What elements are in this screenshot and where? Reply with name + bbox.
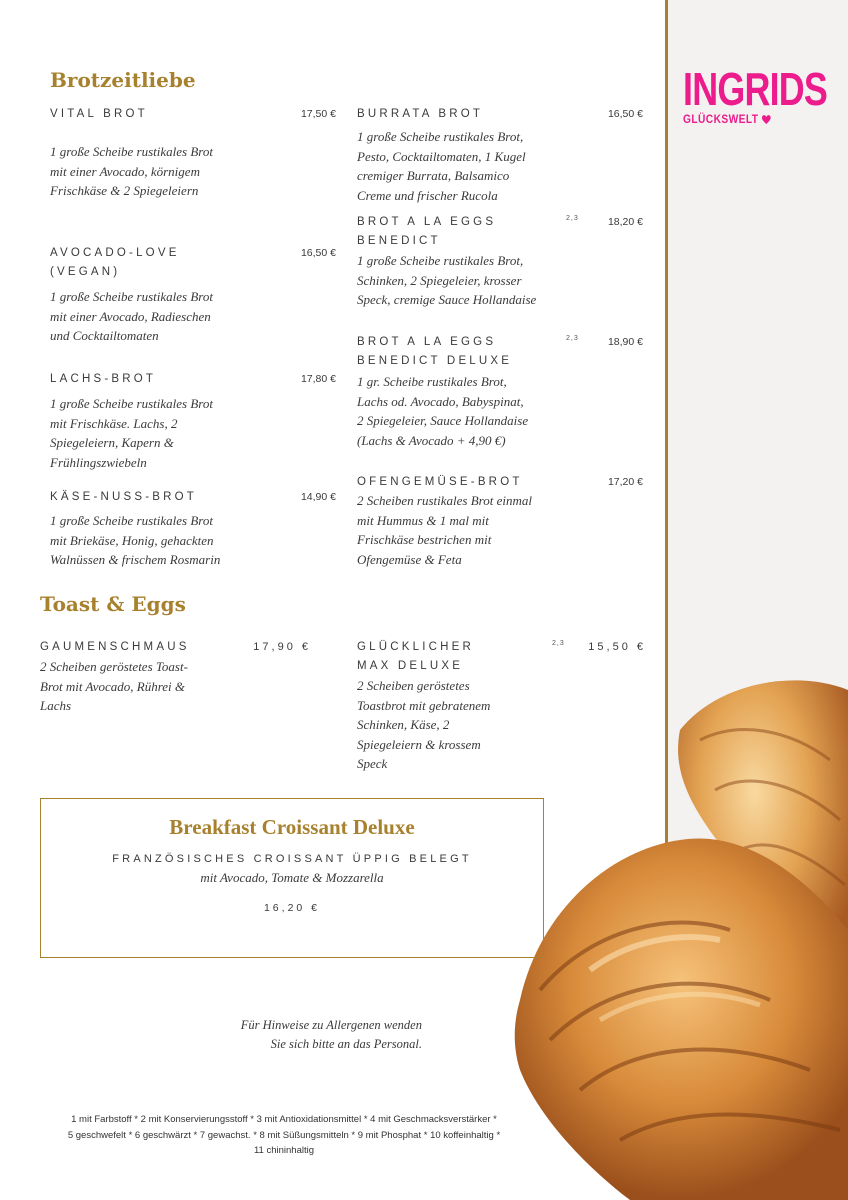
item-name-vital-brot: VITAL BROT [50, 108, 148, 120]
feature-title: Breakfast Croissant Deluxe [169, 815, 415, 839]
item-desc-gluecklicher-max-deluxe: 2 Scheiben geröstetes Toastbrot mit gebratenem Schinken, Käse, 2 Spiegeleiern & krossem Speck [357, 678, 491, 771]
item-price-burrata-brot: 16,50 € [607, 108, 643, 120]
item-desc-kaese-nuss-brot: 1 große Scheibe rustikales Brot mit Briekäse, Honig, gehackten Walnüssen & frischem Rosmarin [50, 513, 221, 567]
item-price-gaumenschmaus: 17,90 € [253, 641, 311, 653]
item-desc-burrata-brot: 1 große Scheibe rustikales Brot, Pesto, Cocktailtomaten, 1 Kugel cremiger Burrata, Balsamico Creme und frischer Rucola [357, 129, 526, 203]
item-name-avocado-love: AVOCADO-LOVE (VEGAN) [50, 247, 180, 278]
item-price-brot-eggs-benedict: 18,20 € [607, 216, 643, 228]
item-price-brot-eggs-benedict-deluxe: 18,90 € [607, 336, 643, 348]
item-name-brot-eggs-benedict-deluxe: BROT A LA EGGS BENEDICT DELUXE [357, 336, 513, 367]
brand-logo [683, 63, 828, 126]
section-title-brotzeitliebe: Brotzeitliebe [50, 68, 196, 92]
brand-tagline: GLÜCKSWELT [683, 112, 759, 126]
brand-tagline-row [683, 112, 802, 126]
item-name-lachs-brot: LACHS-BROT [50, 373, 157, 385]
brand-name: INGRIDS [683, 63, 828, 115]
item-price-avocado-love: 16,50 € [300, 247, 336, 259]
item-price-lachs-brot: 17,80 € [300, 373, 336, 385]
allergy-note: Für Hinweise zu Allergenen wenden Sie sich bitte an das Personal. [240, 1018, 422, 1051]
allergen-brot-eggs-benedict-deluxe: 2,3 [566, 335, 579, 342]
item-price-kaese-nuss-brot: 14,90 € [300, 491, 336, 503]
item-desc-ofengemuese-brot: 2 Scheiben rustikales Brot einmal mit Hummus & 1 mal mit Frischkäse bestrichen mit Ofengemüse & Feta [357, 493, 532, 567]
item-name-burrata-brot: BURRATA BROT [357, 108, 484, 120]
allergen-brot-eggs-benedict: 2,3 [566, 215, 579, 222]
feature-box [40, 798, 544, 958]
item-price-gluecklicher-max-deluxe: 15,50 € [588, 641, 646, 653]
item-name-kaese-nuss-brot: KÄSE-NUSS-BROT [50, 491, 198, 503]
allergen-gluecklicher-max-deluxe: 2,3 [552, 640, 565, 647]
feature-price: 16,20 € [263, 902, 321, 914]
heart-icon [761, 114, 771, 125]
item-desc-brot-eggs-benedict: 1 große Scheibe rustikales Brot, Schinken, 2 Spiegeleier, krosser Speck, cremige Sauce Hollandaise [357, 253, 537, 307]
item-price-ofengemuese-brot: 17,20 € [607, 476, 643, 488]
item-desc-vital-brot: 1 große Scheibe rustikales Brot mit einer Avocado, körnigem Frischkäse & 2 Spiegeleiern [50, 144, 213, 198]
croissant-illustration [500, 670, 848, 1200]
item-name-gluecklicher-max-deluxe: GLÜCKLICHER MAX DELUXE [357, 641, 474, 672]
section-title-toast-eggs: Toast & Eggs [40, 592, 186, 616]
feature-subtitle: FRANZÖSISCHES CROISSANT ÜPPIG BELEGT [112, 853, 472, 865]
item-desc-gaumenschmaus: 2 Scheiben geröstetes Toast- Brot mit Avocado, Rührei & Lachs [40, 659, 188, 713]
item-name-ofengemuese-brot: OFENGEMÜSE-BROT [357, 476, 523, 488]
item-name-brot-eggs-benedict: BROT A LA EGGS BENEDICT [357, 216, 497, 247]
item-desc-brot-eggs-benedict-deluxe: 1 gr. Scheibe rustikales Brot, Lachs od. Avocado, Babyspinat, 2 Spiegeleier, Sauce Hollandaise (Lachs & Avocado + 4,90 €) [357, 374, 529, 448]
additives-footnote: 1 mit Farbstoff * 2 mit Konservierungsstoff * 3 mit Antioxidationsmittel * 4 mit Geschmacksverstärker * 5 geschwefelt * 6 geschwärzt * 7 gewachst. * 8 mit Süßungsmitteln * 9 mit Phosphat * 10 koffeinhaltig * 11 chininhaltig [67, 1114, 501, 1156]
item-name-gaumenschmaus: GAUMENSCHMAUS [40, 641, 190, 653]
item-desc-lachs-brot: 1 große Scheibe rustikales Brot mit Frischkäse. Lachs, 2 Spiegeleiern, Kapern & Frühlingszwiebeln [50, 396, 213, 470]
item-desc-avocado-love: 1 große Scheibe rustikales Brot mit einer Avocado, Radieschen und Cocktailtomaten [50, 289, 213, 343]
feature-desc: mit Avocado, Tomate & Mozzarella [200, 870, 384, 885]
item-price-vital-brot: 17,50 € [300, 108, 336, 120]
